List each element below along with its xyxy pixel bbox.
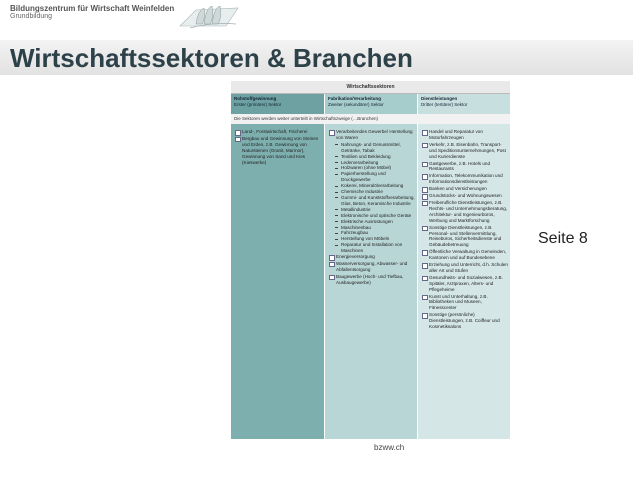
sectors-figure — [231, 81, 510, 439]
column-title: Fabrikation/Verarbeitung — [328, 96, 382, 101]
list-item: Information, Telekommunikation und Informationsdienstleistungen — [422, 173, 508, 185]
column-head-primary — [231, 94, 324, 114]
list-item: Erziehung und Unterricht, d.h. Schulen aller Art und Stufen — [422, 262, 508, 274]
column-subtitle: Erster (primärer) Sektor — [234, 102, 282, 107]
list-item: Kokerei, Mineralölverarbeitung — [329, 183, 415, 189]
list-item: Fahrzeugbau — [329, 230, 415, 236]
list-item: Lederverarbeitung — [329, 160, 415, 166]
slide-title: Wirtschaftssektoren & Branchen — [10, 43, 413, 73]
list-item: Gastgewerbe, z.B. Hotels und Restaurants — [422, 161, 508, 173]
list-item: Papierherstellung und Druckgewerbe — [329, 171, 415, 183]
column-subtitle: Dritter (tertiärer) Sektor — [421, 102, 468, 107]
secondary-sector-list — [329, 129, 415, 287]
list-item: Land-, Forstwirtschaft, Fischerei — [235, 129, 321, 135]
list-item: Reparatur und Installation von Maschinen — [329, 242, 415, 254]
column-head-secondary — [325, 94, 417, 114]
list-item: Holzwaren (ohne Möbel) — [329, 165, 415, 171]
sector-note: Die Sektoren werden weiter unterteilt in Wirtschaftszweige (…Branchen) — [231, 114, 510, 124]
primary-sector-list — [235, 129, 321, 166]
org-subtitle: Grundbildung — [10, 13, 53, 20]
list-item: Baugewerbe (Hoch- und Tiefbau, Ausbaugewerbe) — [329, 274, 415, 286]
tertiary-sector-list — [422, 129, 508, 331]
list-item: Öffentliche Verwaltung in Gemeinden, Kantonen und auf Bundesebene — [422, 249, 508, 261]
column-head-tertiary — [418, 94, 510, 114]
list-item: Handel und Reparatur von Motorfahrzeugen — [422, 129, 508, 141]
list-item: Kunst und Unterhaltung, z.B. Bibliotheken und Museen, Fitnesscenter — [422, 294, 508, 312]
list-item: Metallindustrie — [329, 207, 415, 213]
list-item: Herstellung von Möbeln — [329, 236, 415, 242]
list-item: Freiberufliche Dienstleistungen, z.B. Rechts- und Unternehmungsberatung, Architektur- und Ingenieurbüros, Werbung und Marktforschung — [422, 200, 508, 224]
page-number: Seite 8 — [538, 230, 588, 247]
org-name: Bildungszentrum für Wirtschaft Weinfelden — [10, 4, 175, 13]
column-title: Dienstleistungen — [421, 96, 458, 101]
figure-heading: Wirtschaftssektoren — [231, 81, 510, 94]
list-item: Gummi- und Kunststoffverarbeitung, Glas, Beton, Keramische Industrie — [329, 195, 415, 207]
list-item: Grundstücks- und Wohnungswesen — [422, 193, 508, 199]
list-item: Textilien und Bekleidung — [329, 154, 415, 160]
list-item: Sonstige Dienstleistungen, z.B. Personal- und Stellenvermittlung, Reisebüros, Sicherheitsdienste und Gebäudebetreuung — [422, 225, 508, 249]
list-item: Verkehr, z.B. Eisenbahn, Transport- und Speditionsunternehmungen, Post und Kurierdienste — [422, 142, 508, 160]
list-item: Energieversorgung — [329, 254, 415, 260]
header — [0, 0, 633, 40]
list-item: Elektronische und optische Geräte — [329, 213, 415, 219]
list-item: Chemische Industrie — [329, 189, 415, 195]
list-item: Sonstige (persönliche) Dienstleistungen, z.B. Coiffeur und Kosmetiksalons — [422, 312, 508, 330]
list-item: Banken und Versicherungen — [422, 186, 508, 192]
source-label: bzww.ch — [374, 443, 405, 452]
list-item: Bergbau und Gewinnung von Steinen und Erden, z.B. Gewinnung von Natursteinen (Granit, Marmor), Gewinnung von Sand und Kies (Kieswerke) — [235, 136, 321, 166]
list-item: Nahrungs- und Genussmittel, Getränke, Tabak — [329, 142, 415, 154]
list-item: Maschinenbau — [329, 225, 415, 231]
list-item: Elektrische Ausrüstungen — [329, 219, 415, 225]
list-item: Verarbeitendes Gewerbe/ Herstellung von Waren — [329, 129, 415, 141]
list-item: Wasserversorgung, Abwasser- und Abfallentsorgung — [329, 261, 415, 273]
bzww-logo — [176, 0, 242, 32]
column-title: Rohstoffgewinnung — [234, 96, 277, 101]
list-item: Gesundheits- und Sozialwesen, z.B. Spitäler, Arztpraxen, Alters- und Pflegeheime — [422, 275, 508, 293]
column-subtitle: Zweiter (sekundärer) Sektor — [328, 102, 384, 107]
